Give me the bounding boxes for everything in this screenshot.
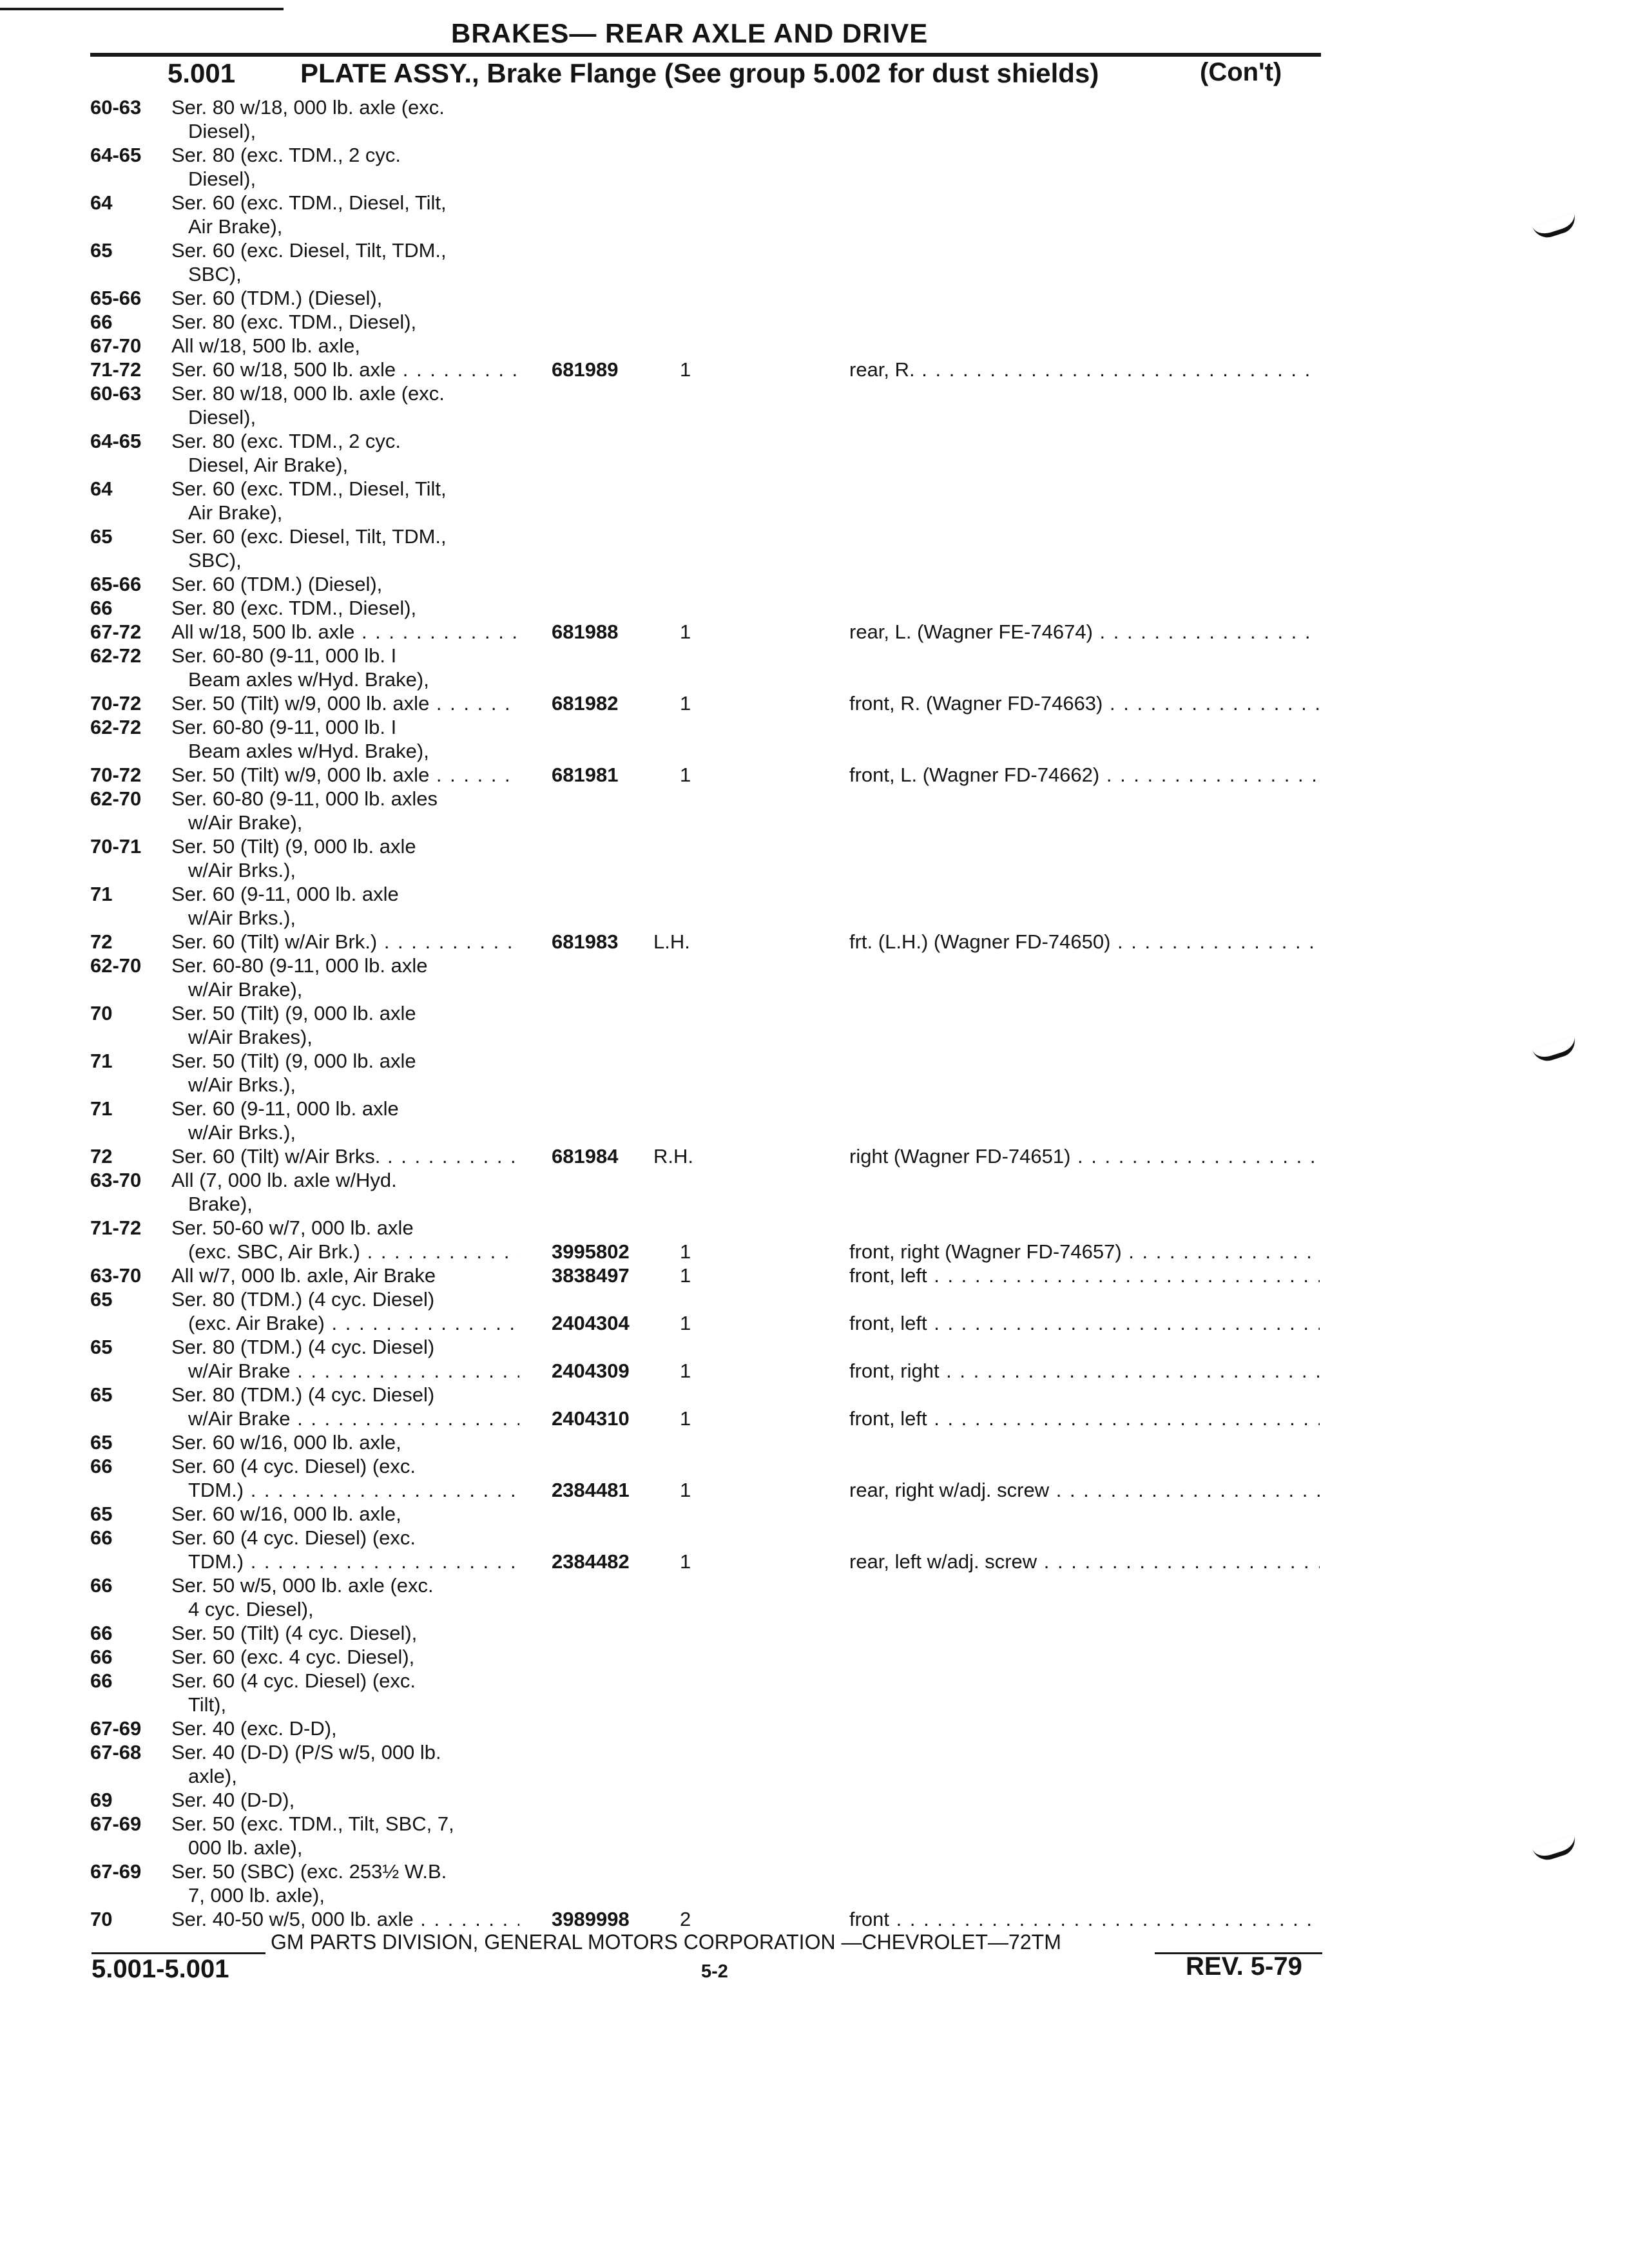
model-years: 67-68 — [90, 1741, 142, 1763]
part-number: 681984 — [552, 1145, 619, 1168]
part-remark: front, right (Wagner FD-74657) . . . — [849, 1240, 1320, 1264]
parts-row — [0, 1788, 1629, 1812]
application-description: Ser. 50 (Tilt) (9, 000 lb. axle — [171, 1050, 416, 1072]
application-description: Ser. 50 (Tilt) w/9, 000 lb. axle . . . — [171, 763, 519, 787]
parts-list — [0, 95, 1629, 1931]
part-number: 681983 — [552, 930, 619, 953]
application-description: w/Air Brks.), — [188, 1121, 296, 1144]
model-years: 65 — [90, 525, 113, 548]
parts-row — [0, 1669, 1629, 1693]
parts-row — [0, 1883, 1629, 1907]
parts-row — [0, 1216, 1629, 1240]
model-years: 71 — [90, 883, 113, 905]
parts-row — [0, 167, 1629, 191]
parts-row — [0, 691, 1629, 715]
application-description: 4 cyc. Diesel), — [188, 1598, 314, 1620]
application-description: Ser. 80 (exc. TDM., 2 cyc. — [171, 144, 401, 166]
application-description: Ser. 80 (exc. TDM., 2 cyc. — [171, 430, 401, 452]
model-years: 70-71 — [90, 835, 142, 858]
parts-row — [0, 1836, 1629, 1860]
quantity: 1 — [680, 620, 691, 643]
part-number: 681982 — [552, 692, 619, 715]
model-years: 64-65 — [90, 144, 142, 166]
application-description: SBC), — [188, 263, 242, 285]
application-description: Ser. 60-80 (9-11, 000 lb. I — [171, 716, 397, 738]
application-description: 7, 000 lb. axle), — [188, 1884, 325, 1907]
model-years: 67-69 — [90, 1860, 142, 1883]
application-description: TDM.) . . . — [188, 1550, 519, 1573]
application-description: Ser. 50 (exc. TDM., Tilt, SBC, 7, — [171, 1812, 454, 1835]
part-remark: rear, right w/adj. screw . . . — [849, 1478, 1320, 1502]
part-number: 2384481 — [552, 1479, 630, 1501]
part-number: 3989998 — [552, 1908, 630, 1930]
part-number: 2404304 — [552, 1312, 630, 1334]
application-description: Beam axles w/Hyd. Brake), — [188, 740, 429, 762]
application-description: Ser. 60 (9-11, 000 lb. axle — [171, 883, 399, 905]
parts-row — [0, 453, 1629, 477]
application-description: All w/7, 000 lb. axle, Air Brake — [171, 1264, 436, 1287]
part-number: 3995802 — [552, 1240, 630, 1263]
parts-row — [0, 1621, 1629, 1645]
parts-row — [0, 143, 1629, 167]
model-years: 66 — [90, 1574, 113, 1597]
model-years: 65 — [90, 1288, 113, 1311]
model-years: 65 — [90, 1503, 113, 1525]
parts-row — [0, 620, 1629, 644]
parts-row — [0, 358, 1629, 381]
quantity: 1 — [680, 1240, 691, 1263]
part-number: 2384482 — [552, 1550, 630, 1573]
application-description: w/Air Brake), — [188, 811, 303, 834]
parts-row — [0, 1645, 1629, 1669]
parts-row — [0, 215, 1629, 238]
part-remark: front . . . — [849, 1907, 1320, 1931]
part-remark: front, left . . . — [849, 1311, 1320, 1335]
part-remark: rear, R. . . . — [849, 358, 1320, 381]
model-years: 62-70 — [90, 787, 142, 810]
parts-row — [0, 1097, 1629, 1120]
model-years: 70-72 — [90, 764, 142, 786]
part-remark: right (Wagner FD-74651) . . . — [849, 1144, 1320, 1168]
parts-row — [0, 119, 1629, 143]
parts-row — [0, 572, 1629, 596]
application-description: Ser. 60 (4 cyc. Diesel) (exc. — [171, 1669, 416, 1692]
parts-row — [0, 1860, 1629, 1883]
part-number: 2404309 — [552, 1360, 630, 1382]
continued-label: (Con't) — [1200, 58, 1282, 86]
model-years: 63-70 — [90, 1169, 142, 1191]
model-years: 66 — [90, 311, 113, 333]
model-years: 70 — [90, 1908, 113, 1930]
application-description: w/Air Brks.), — [188, 907, 296, 929]
parts-row — [0, 1550, 1629, 1573]
parts-row — [0, 668, 1629, 691]
parts-row — [0, 1240, 1629, 1264]
parts-row — [0, 1693, 1629, 1716]
parts-row — [0, 262, 1629, 286]
model-years: 70-72 — [90, 692, 142, 715]
model-years: 71 — [90, 1097, 113, 1120]
application-description: w/Air Brks.), — [188, 1073, 296, 1096]
quantity: L.H. — [653, 930, 690, 953]
application-description: Ser. 60 w/18, 500 lb. axle . . . — [171, 358, 519, 381]
application-description: w/Air Brake . . . — [188, 1407, 519, 1430]
model-years: 66 — [90, 1669, 113, 1692]
quantity: 1 — [680, 1312, 691, 1334]
parts-row — [0, 1430, 1629, 1454]
application-description: All (7, 000 lb. axle w/Hyd. — [171, 1169, 397, 1191]
application-description: Ser. 60 (TDM.) (Diesel), — [171, 287, 383, 309]
quantity: 1 — [680, 1479, 691, 1501]
application-description: Ser. 60-80 (9-11, 000 lb. axle — [171, 954, 428, 977]
application-description: Ser. 80 (TDM.) (4 cyc. Diesel) — [171, 1383, 435, 1406]
part-remark: front, right . . . — [849, 1359, 1320, 1383]
model-years: 64 — [90, 477, 113, 500]
model-years: 62-70 — [90, 954, 142, 977]
application-description: Diesel), — [188, 406, 256, 428]
application-description: Ser. 60 (Tilt) w/Air Brks. . . . — [171, 1144, 519, 1168]
parts-row — [0, 548, 1629, 572]
application-description: w/Air Brakes), — [188, 1026, 313, 1048]
application-description: Ser. 50 (SBC) (exc. 253½ W.B. — [171, 1860, 447, 1883]
model-years: 69 — [90, 1789, 113, 1811]
parts-row — [0, 501, 1629, 524]
section-number: 5.001 — [168, 58, 236, 88]
application-description: Ser. 60-80 (9-11, 000 lb. I — [171, 644, 397, 667]
model-years: 65 — [90, 1383, 113, 1406]
application-description: Ser. 80 w/18, 000 lb. axle (exc. — [171, 382, 445, 405]
application-description: Ser. 60 (exc. 4 cyc. Diesel), — [171, 1646, 415, 1668]
model-years: 64 — [90, 191, 113, 214]
application-description: Tilt), — [188, 1693, 227, 1716]
parts-row — [0, 596, 1629, 620]
application-description: Ser. 60 w/16, 000 lb. axle, — [171, 1503, 401, 1525]
parts-row — [0, 1454, 1629, 1478]
part-number: 681988 — [552, 620, 619, 643]
model-years: 64-65 — [90, 430, 142, 452]
parts-row — [0, 1716, 1629, 1740]
application-description: Brake), — [188, 1193, 253, 1215]
model-years: 72 — [90, 1145, 113, 1168]
parts-row — [0, 906, 1629, 930]
application-description: Ser. 60 (Tilt) w/Air Brk.) . . . — [171, 930, 519, 954]
parts-row — [0, 1359, 1629, 1383]
parts-row — [0, 811, 1629, 834]
application-description: Ser. 60 (exc. TDM., Diesel, Tilt, — [171, 477, 447, 500]
model-years: 70 — [90, 1002, 113, 1024]
parts-row — [0, 1168, 1629, 1192]
application-description: Ser. 60 (exc. Diesel, Tilt, TDM., — [171, 525, 447, 548]
part-remark: front, L. (Wagner FD-74662) . . . — [849, 763, 1320, 787]
model-years: 71-72 — [90, 1216, 142, 1239]
parts-row — [0, 715, 1629, 739]
parts-row — [0, 1287, 1629, 1311]
parts-row — [0, 1073, 1629, 1097]
application-description: TDM.) . . . — [188, 1478, 519, 1502]
parts-row — [0, 238, 1629, 262]
model-years: 66 — [90, 1646, 113, 1668]
parts-row — [0, 1407, 1629, 1430]
application-description: Ser. 60 w/16, 000 lb. axle, — [171, 1431, 401, 1454]
parts-row — [0, 1502, 1629, 1526]
quantity: 1 — [680, 1550, 691, 1573]
application-description: Ser. 50 w/5, 000 lb. axle (exc. — [171, 1574, 434, 1597]
parts-row — [0, 1597, 1629, 1621]
footer-revision: REV. 5-79 — [1186, 1952, 1302, 1981]
parts-row — [0, 1335, 1629, 1359]
model-years: 71-72 — [90, 358, 142, 381]
application-description: axle), — [188, 1765, 237, 1787]
application-description: SBC), — [188, 549, 242, 572]
application-description: Ser. 60 (4 cyc. Diesel) (exc. — [171, 1455, 416, 1477]
application-description: Ser. 60 (exc. TDM., Diesel, Tilt, — [171, 191, 447, 214]
application-description: Air Brake), — [188, 215, 283, 238]
application-description: Ser. 40 (D-D) (P/S w/5, 000 lb. — [171, 1741, 441, 1763]
part-remark: rear, left w/adj. screw . . . — [849, 1550, 1320, 1573]
part-remark: front, left . . . — [849, 1264, 1320, 1287]
part-remark: front, left . . . — [849, 1407, 1320, 1430]
parts-row — [0, 1049, 1629, 1073]
part-remark: front, R. (Wagner FD-74663) . . . — [849, 691, 1320, 715]
footer-page-number: 5-2 — [701, 1961, 728, 1982]
application-description: Ser. 40-50 w/5, 000 lb. axle . . . — [171, 1907, 519, 1931]
model-years: 66 — [90, 597, 113, 619]
model-years: 63-70 — [90, 1264, 142, 1287]
parts-row — [0, 763, 1629, 787]
parts-row — [0, 1907, 1629, 1931]
application-description: (exc. Air Brake) . . . — [188, 1311, 519, 1335]
part-number: 681981 — [552, 764, 619, 786]
application-description: Ser. 60 (exc. Diesel, Tilt, TDM., — [171, 239, 447, 262]
model-years: 65-66 — [90, 573, 142, 595]
application-description: w/Air Brks.), — [188, 859, 296, 881]
quantity: 2 — [680, 1908, 691, 1930]
parts-row — [0, 644, 1629, 668]
parts-row — [0, 310, 1629, 334]
quantity: 1 — [680, 692, 691, 715]
quantity: 1 — [680, 1264, 691, 1287]
parts-row — [0, 477, 1629, 501]
model-years: 62-72 — [90, 716, 142, 738]
header-rule — [90, 53, 1321, 57]
model-years: 65 — [90, 1431, 113, 1454]
application-description: w/Air Brake . . . — [188, 1359, 519, 1383]
application-description: Diesel), — [188, 168, 256, 190]
parts-row — [0, 286, 1629, 310]
application-description: Ser. 60 (4 cyc. Diesel) (exc. — [171, 1526, 416, 1549]
model-years: 67-72 — [90, 620, 142, 643]
model-years: 66 — [90, 1622, 113, 1644]
parts-row — [0, 1383, 1629, 1407]
part-remark: frt. (L.H.) (Wagner FD-74650) . . . — [849, 930, 1320, 954]
parts-row — [0, 1192, 1629, 1216]
parts-row — [0, 882, 1629, 906]
parts-row — [0, 977, 1629, 1001]
application-description: Ser. 40 (exc. D-D), — [171, 1717, 337, 1740]
application-description: Ser. 80 (TDM.) (4 cyc. Diesel) — [171, 1288, 435, 1311]
model-years: 67-69 — [90, 1717, 142, 1740]
parts-row — [0, 429, 1629, 453]
model-years: 65 — [90, 1336, 113, 1358]
model-years: 60-63 — [90, 96, 142, 119]
parts-row — [0, 930, 1629, 954]
application-description: Ser. 60 (TDM.) (Diesel), — [171, 573, 383, 595]
parts-row — [0, 1573, 1629, 1597]
model-years: 65-66 — [90, 287, 142, 309]
parts-row — [0, 739, 1629, 763]
application-description: Diesel, Air Brake), — [188, 454, 349, 476]
model-years: 65 — [90, 239, 113, 262]
quantity: R.H. — [653, 1145, 693, 1168]
part-number: 681989 — [552, 358, 619, 381]
application-description: Ser. 80 (TDM.) (4 cyc. Diesel) — [171, 1336, 435, 1358]
model-years: 67-69 — [90, 1812, 142, 1835]
top-rule — [0, 8, 284, 10]
application-description: Ser. 80 w/18, 000 lb. axle (exc. — [171, 96, 445, 119]
footer-rule-left — [92, 1952, 265, 1954]
quantity: 1 — [680, 1407, 691, 1430]
parts-row — [0, 1025, 1629, 1049]
model-years: 66 — [90, 1526, 113, 1549]
part-number: 2404310 — [552, 1407, 630, 1430]
model-years: 67-70 — [90, 334, 142, 357]
model-years: 62-72 — [90, 644, 142, 667]
part-number: 3838497 — [552, 1264, 630, 1287]
model-years: 71 — [90, 1050, 113, 1072]
application-description: Ser. 50 (Tilt) (9, 000 lb. axle — [171, 835, 416, 858]
model-years: 60-63 — [90, 382, 142, 405]
application-description: Ser. 60 (9-11, 000 lb. axle — [171, 1097, 399, 1120]
quantity: 1 — [680, 764, 691, 786]
parts-row — [0, 1478, 1629, 1502]
application-description: Ser. 80 (exc. TDM., Diesel), — [171, 597, 417, 619]
model-years: 72 — [90, 930, 113, 953]
page-title: BRAKES— REAR AXLE AND DRIVE — [451, 18, 929, 48]
application-description: 000 lb. axle), — [188, 1836, 303, 1859]
footer-organization: GM PARTS DIVISION, GENERAL MOTORS CORPORATION —CHEVROLET—72TM — [271, 1930, 1061, 1954]
application-description: Diesel), — [188, 120, 256, 142]
part-remark: rear, L. (Wagner FE-74674) . . . — [849, 620, 1320, 644]
parts-row — [0, 1812, 1629, 1836]
parts-row — [0, 1001, 1629, 1025]
parts-row — [0, 858, 1629, 882]
application-description: Ser. 50 (Tilt) w/9, 000 lb. axle . . . — [171, 691, 519, 715]
application-description: Ser. 50 (Tilt) (4 cyc. Diesel), — [171, 1622, 418, 1644]
parts-row — [0, 381, 1629, 405]
application-description: Beam axles w/Hyd. Brake), — [188, 668, 429, 691]
parts-row — [0, 954, 1629, 977]
parts-row — [0, 787, 1629, 811]
parts-row — [0, 1144, 1629, 1168]
application-description: (exc. SBC, Air Brk.) . . . — [188, 1240, 519, 1264]
application-description: Ser. 50-60 w/7, 000 lb. axle — [171, 1216, 414, 1239]
application-description: Ser. 80 (exc. TDM., Diesel), — [171, 311, 417, 333]
application-description: All w/18, 500 lb. axle . . . — [171, 620, 519, 644]
application-description: w/Air Brake), — [188, 978, 303, 1001]
parts-row — [0, 191, 1629, 215]
parts-row — [0, 334, 1629, 358]
model-years: 66 — [90, 1455, 113, 1477]
parts-row — [0, 95, 1629, 119]
application-description: Ser. 40 (D-D), — [171, 1789, 295, 1811]
parts-row — [0, 1740, 1629, 1764]
parts-row — [0, 834, 1629, 858]
quantity: 1 — [680, 1360, 691, 1382]
application-description: Air Brake), — [188, 501, 283, 524]
application-description: Ser. 60-80 (9-11, 000 lb. axles — [171, 787, 438, 810]
parts-row — [0, 524, 1629, 548]
section-title: PLATE ASSY., Brake Flange (See group 5.002 for dust shields) — [300, 58, 1099, 88]
quantity: 1 — [680, 358, 691, 381]
parts-row — [0, 1764, 1629, 1788]
footer-group-range: 5.001-5.001 — [92, 1955, 229, 1983]
parts-row — [0, 1264, 1629, 1287]
application-description: All w/18, 500 lb. axle, — [171, 334, 360, 357]
parts-row — [0, 1120, 1629, 1144]
application-description: Ser. 50 (Tilt) (9, 000 lb. axle — [171, 1002, 416, 1024]
parts-row — [0, 1526, 1629, 1550]
parts-row — [0, 1311, 1629, 1335]
parts-row — [0, 405, 1629, 429]
